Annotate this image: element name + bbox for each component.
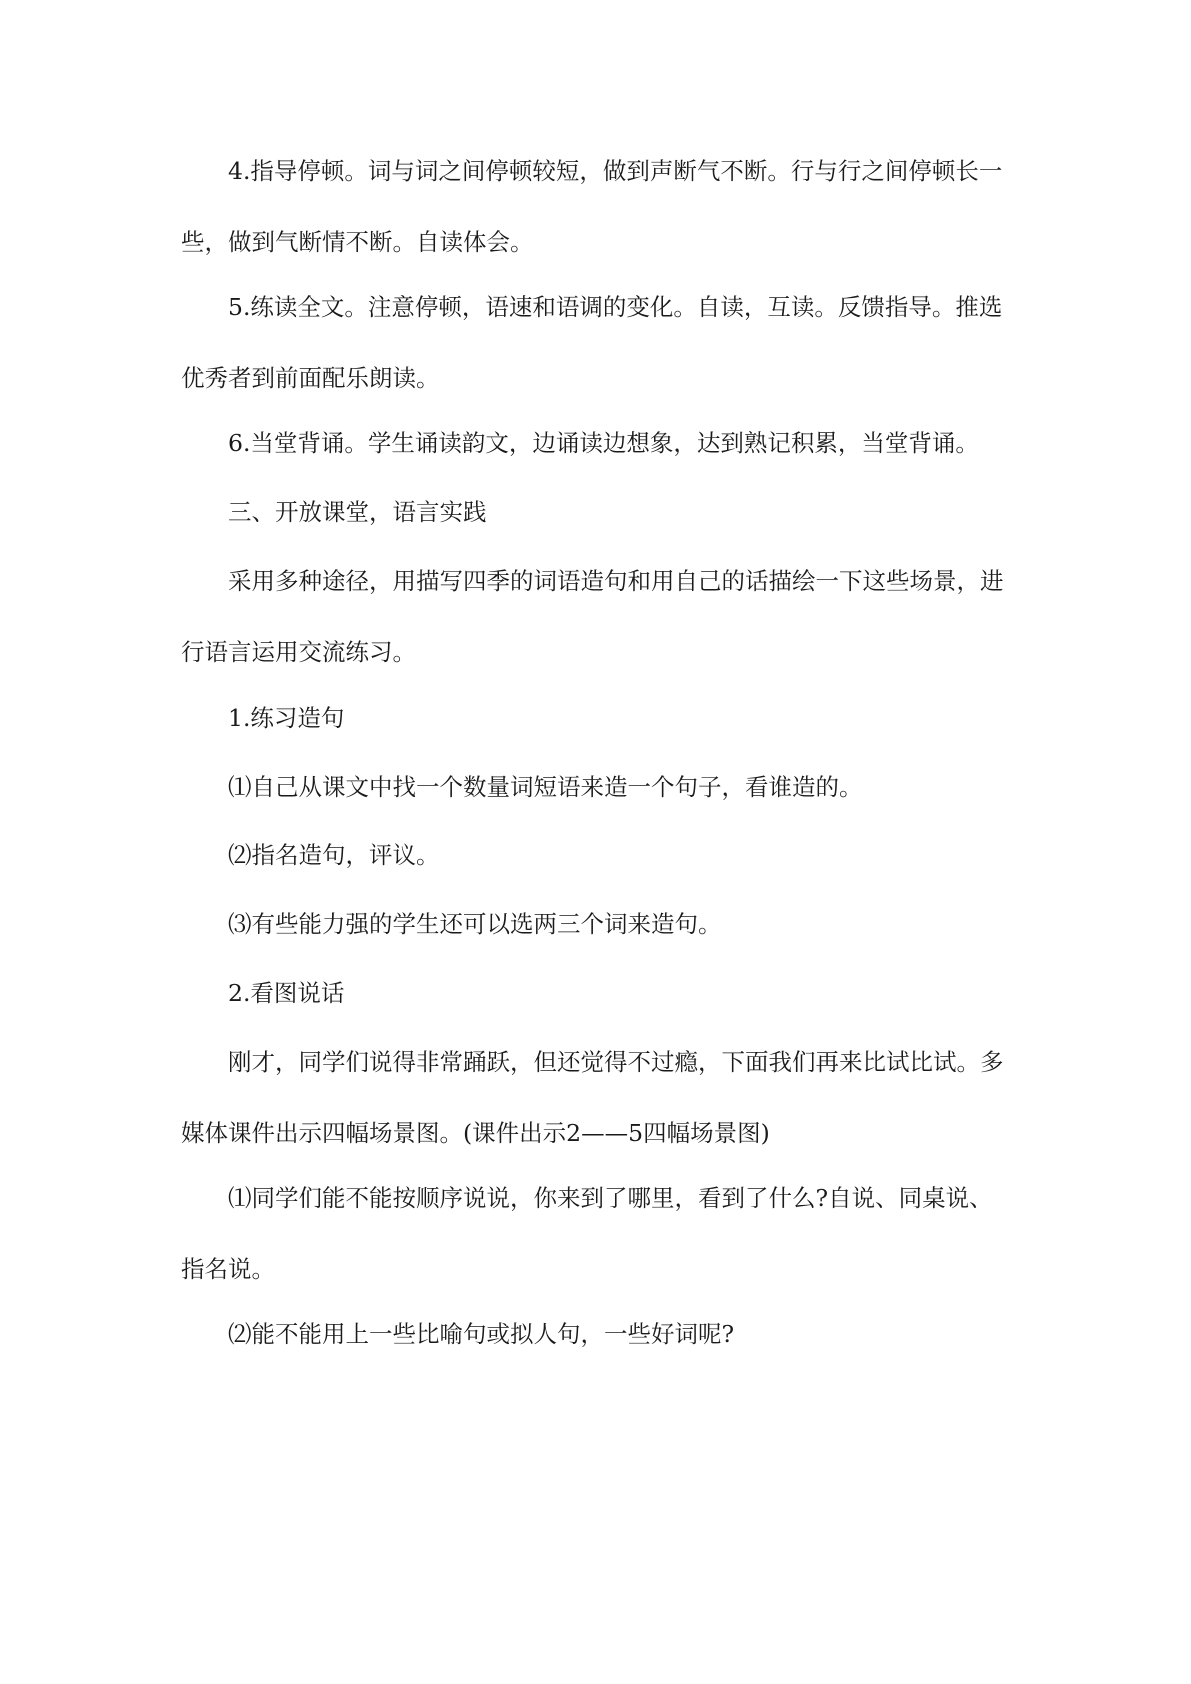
paragraph-pause-guidance: 4.指导停顿。词与词之间停顿较短，做到声断气不断。行与行之间停顿长一些，做到气断情不断。自读体会。 (181, 157, 1003, 256)
list-item-picture-2: ⑵能不能用上一些比喻句或拟人句，一些好词呢? (228, 1320, 735, 1348)
paragraph-recitation: 6.当堂背诵。学生诵读韵文，边诵读边想象，达到熟记积累，当堂背诵。 (228, 429, 979, 457)
paragraph-multiple-approaches: 采用多种途径，用描写四季的词语造句和用自己的话描绘一下这些场景，进行语言运用交流练习。 (181, 567, 1004, 666)
subheading-sentence-practice: 1.练习造句 (228, 704, 345, 732)
list-item-2: ⑵指名造句，评议。 (228, 841, 440, 869)
paragraph-compete: 刚才，同学们说得非常踊跃，但还觉得不过瘾，下面我们再来比试比试。多媒体课件出示四幅场景图。(课件出示2——5四幅场景图) (181, 1048, 1004, 1147)
section-heading-open-class: 三、开放课堂，语言实践 (228, 498, 487, 526)
paragraph-practice-reading: 5.练读全文。注意停顿，语速和语调的变化。自读，互读。反馈指导。推选优秀者到前面配乐朗读。 (181, 293, 1003, 392)
list-item-3: ⑶有些能力强的学生还可以选两三个词来造句。 (228, 910, 722, 938)
list-item-1: ⑴自己从课文中找一个数量词短语来造一个句子，看谁造的。 (228, 773, 863, 801)
list-item-picture-1: ⑴同学们能不能按顺序说说，你来到了哪里，看到了什么?自说、同桌说、指名说。 (181, 1184, 993, 1283)
subheading-picture-talk: 2.看图说话 (228, 979, 345, 1007)
